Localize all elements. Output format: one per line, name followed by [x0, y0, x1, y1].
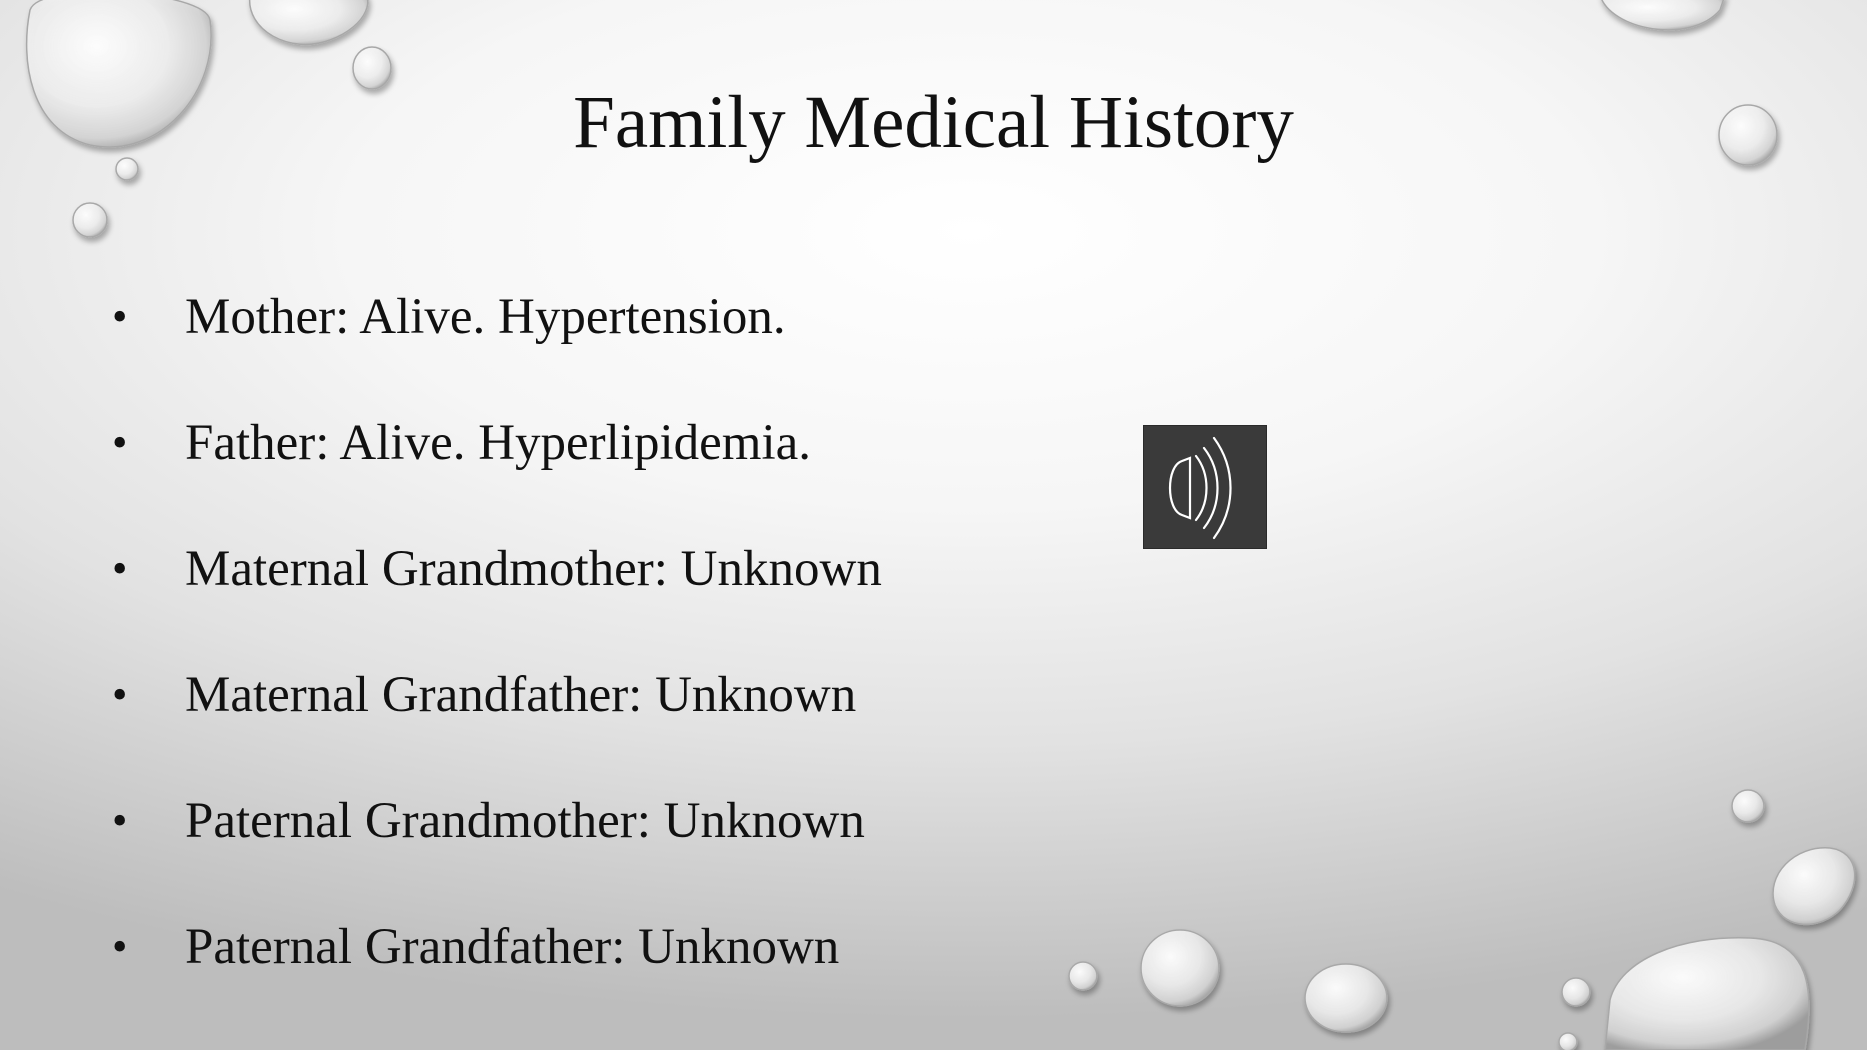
list-item-text: Maternal Grandmother: Unknown: [185, 541, 882, 597]
water-drop: [73, 203, 107, 237]
list-item: [110, 536, 882, 662]
water-drop: [1562, 978, 1590, 1006]
list-item: [110, 662, 882, 788]
list-item-text: Paternal Grandfather: Unknown: [185, 919, 840, 975]
list-item: [110, 788, 882, 914]
bullet-marker: •: [112, 796, 128, 845]
slide-title: Family Medical History: [573, 81, 1294, 164]
water-drop: [1605, 938, 1809, 1050]
bullet-marker: •: [112, 670, 128, 719]
bullet-list: [110, 284, 882, 1040]
list-item: [110, 914, 882, 1040]
list-item-text: Paternal Grandmother: Unknown: [185, 793, 865, 849]
list-item: [110, 284, 882, 410]
water-drop: [250, 0, 368, 44]
audio-play-button[interactable]: [1143, 425, 1267, 549]
bullet-marker: •: [112, 418, 128, 467]
bullet-marker: •: [112, 922, 128, 971]
water-drop: [1069, 962, 1097, 990]
bullet-marker: •: [112, 544, 128, 593]
bullet-marker: •: [112, 292, 128, 341]
speaker-icon: [1144, 426, 1268, 550]
list-item-text: Father: Alive. Hyperlipidemia.: [185, 415, 812, 471]
list-item: [110, 410, 882, 536]
water-drop: [1732, 790, 1764, 822]
water-drop: [1600, 0, 1725, 30]
list-item-text: Mother: Alive. Hypertension.: [185, 289, 786, 345]
water-drop: [1559, 1033, 1577, 1050]
water-drop: [1141, 930, 1219, 1006]
water-drop: [1305, 964, 1387, 1032]
water-drop: [1773, 848, 1855, 925]
list-item-text: Maternal Grandfather: Unknown: [185, 667, 857, 723]
